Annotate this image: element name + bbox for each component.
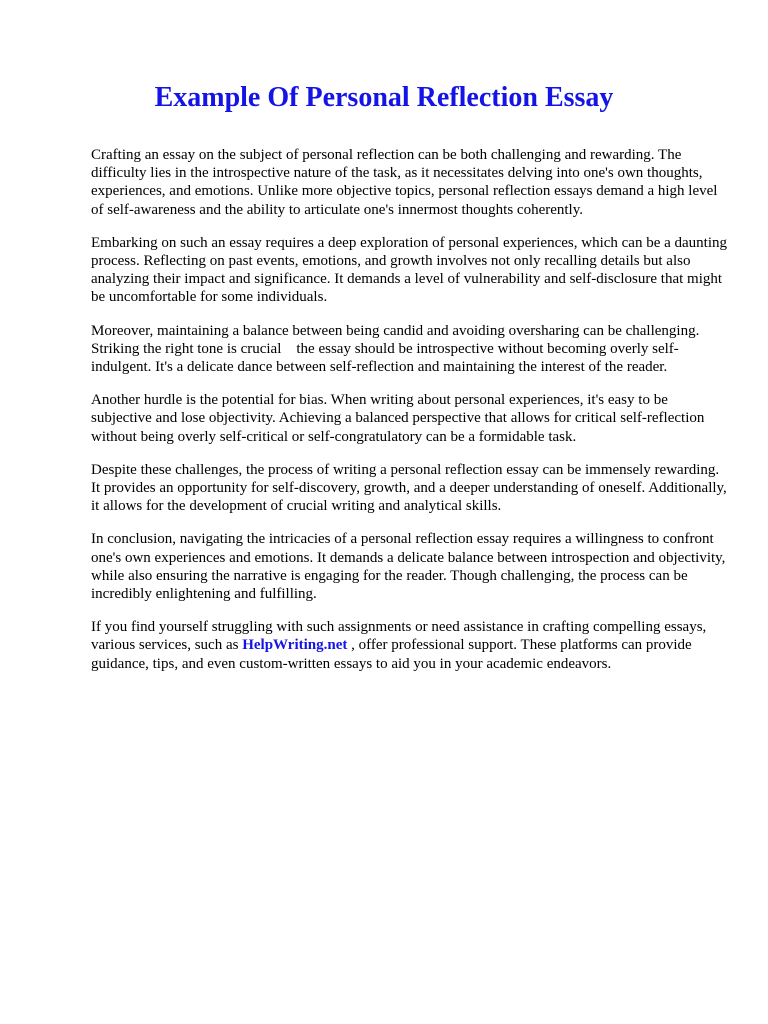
paragraph-2: Embarking on such an essay requires a deep exploration of personal experiences, which can be a daunting process. Reflecting on past events, emotions, and growth involves not only recalling details but also analyzing their impact and significance. It demands a level of vulnerability and self-disclosure that might be uncomfortable for some individuals. [91, 234, 728, 306]
paragraph-7-before-link: If you find yourself struggling with such assignments or need assistance in crafting compelling essays, various services, such as [91, 619, 707, 654]
paragraph-3: Moreover, maintaining a balance between being candid and avoiding oversharing can be challenging. Striking the right tone is crucial the essay should be introspective without becoming overly self-indulgent. It's a delicate dance between self-reflection and maintaining the interest of the reader. [91, 322, 700, 376]
essay-body [91, 146, 731, 688]
page-title: Example Of Personal Reflection Essay [154, 82, 614, 113]
paragraph-6: In conclusion, navigating the intricacies of a personal reflection essay requires a willingness to confront one's own experiences and emotions. It demands a delicate balance between introspection and objectivity, while also ensuring the narrative is engaging for the reader. Though challenging, the process can be incredibly enlightening and fulfilling. [91, 531, 726, 603]
paragraph-1: Crafting an essay on the subject of personal reflection can be both challenging and rewarding. The difficulty lies in the introspective nature of the task, as it necessitates delving into one's own thoughts, experiences, and emotions. Unlike more objective topics, personal reflection essays demand a high level of self-awareness and the ability to articulate one's innermost thoughts coherently. [91, 147, 718, 218]
paragraph-7-after-link: , offer professional support. These platforms can provide guidance, tips, and even custom-written essays to aid you in your academic endeavors. [91, 637, 692, 672]
paragraph-4: Another hurdle is the potential for bias. When writing about personal experiences, it's easy to be subjective and lose objectivity. Achieving a balanced perspective that allows for critical self-reflection without being overly self-critical or self-congratulatory can be a formidable task. [91, 392, 705, 445]
paragraph-7 [91, 618, 731, 673]
helpwriting-link[interactable]: HelpWriting.net [242, 637, 348, 654]
paragraph-5: Despite these challenges, the process of writing a personal reflection essay can be immensely rewarding. It provides an opportunity for self-discovery, growth, and a deeper understanding of oneself. Additionally, it allows for the development of crucial writing and analytical skills. [91, 461, 727, 515]
